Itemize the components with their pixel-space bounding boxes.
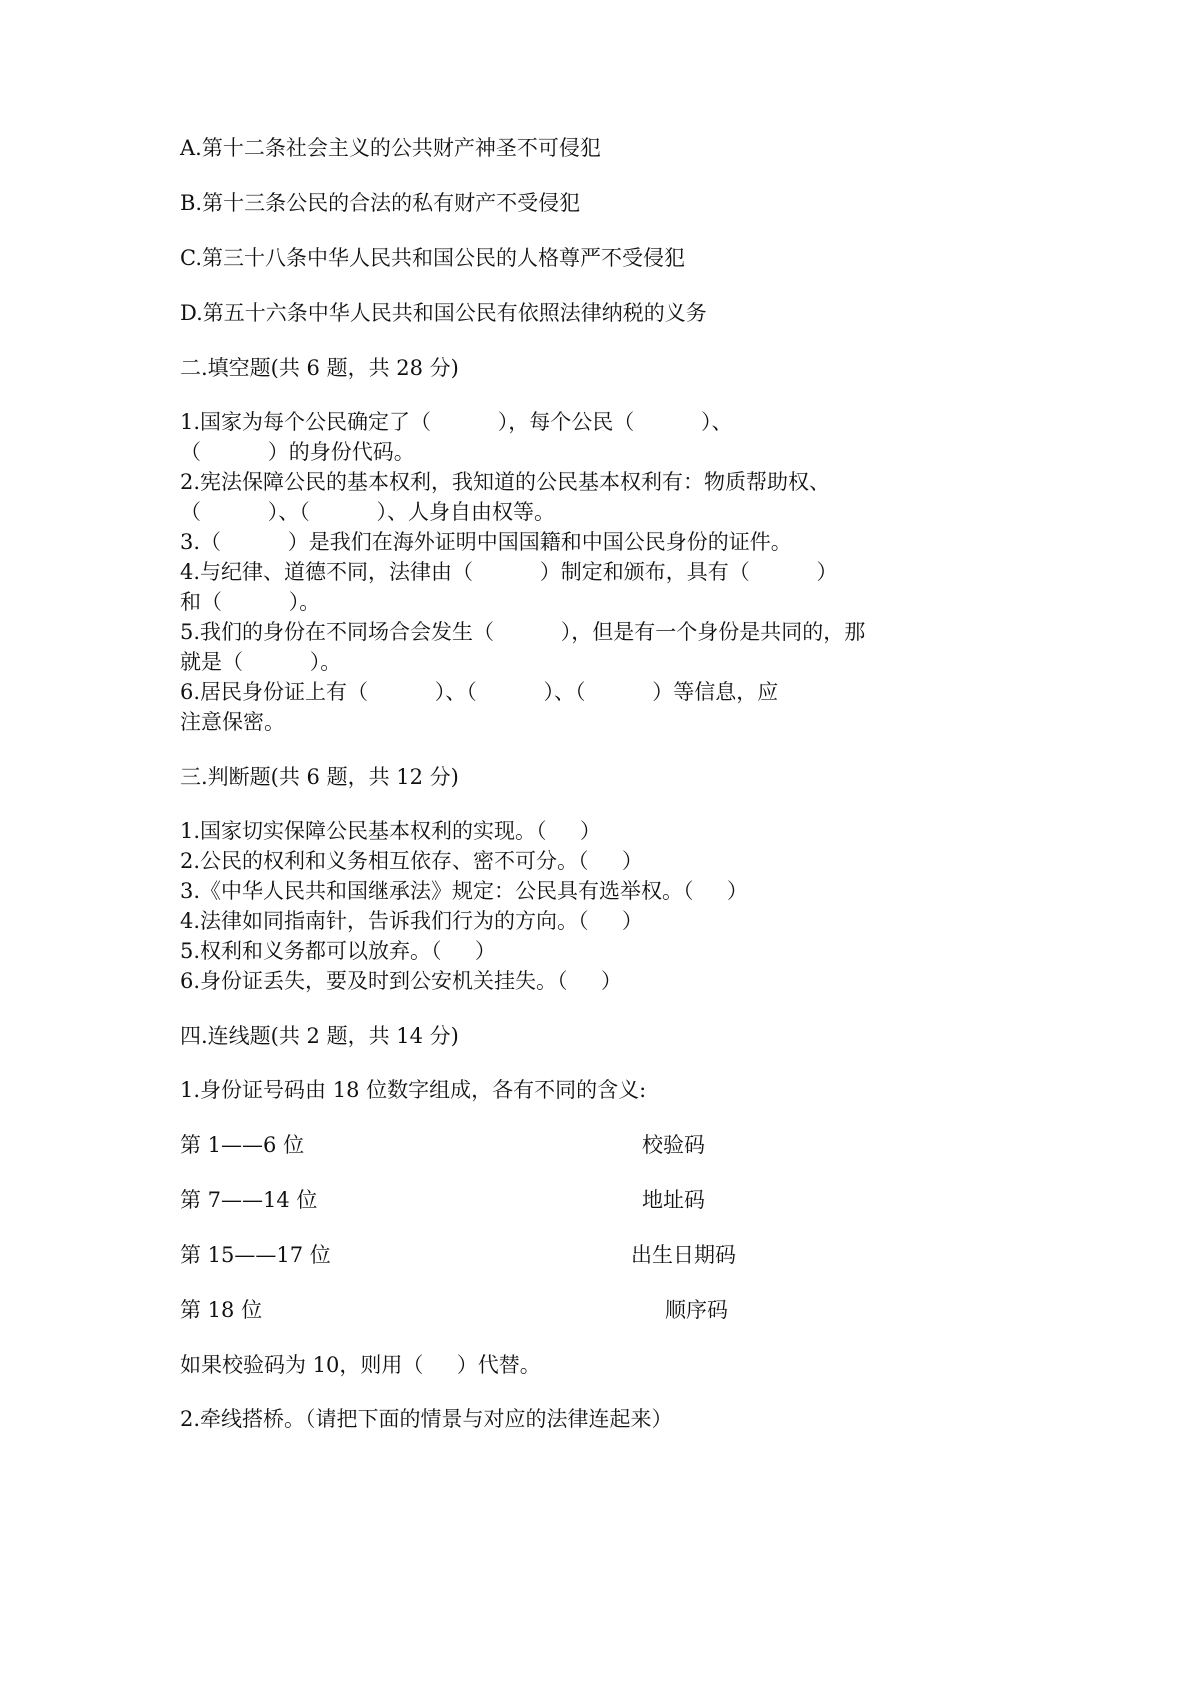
matching-left-item: 第 15——17 位 [180,1243,331,1267]
matching-right-item: 出生日期码 [631,1243,736,1267]
fill-blank-line: （ ）、（ ）、人身自由权等。 [180,500,556,524]
choice-option-b: B.第十三条公民的合法的私有财产不受侵犯 [180,191,581,215]
matching-right-item: 顺序码 [665,1298,728,1322]
matching-right-item: 地址码 [642,1188,705,1212]
choice-option-a: A.第十二条社会主义的公共财产神圣不可侵犯 [180,136,601,160]
fill-blank-line: （ ）的身份代码。 [180,440,415,464]
fill-blank-line: 3.（ ）是我们在海外证明中国国籍和中国公民身份的证件。 [180,530,792,554]
matching-left-item: 第 1——6 位 [180,1133,305,1157]
fill-blank-line: 1.国家为每个公民确定了（ ），每个公民（ ）、 [180,410,733,434]
choice-option-c: C.第三十八条中华人民共和国公民的人格尊严不受侵犯 [180,246,685,270]
matching-q2-intro: 2.牵线搭桥。（请把下面的情景与对应的法律连起来） [180,1407,673,1431]
judgment-item: 5.权利和义务都可以放弃。（ ） [180,939,496,963]
fill-blank-line: 2.宪法保障公民的基本权利，我知道的公民基本权利有：物质帮助权、 [180,470,831,494]
fill-blank-line: 5.我们的身份在不同场合会发生（ ），但是有一个身份是共同的，那 [180,620,866,644]
judgment-item: 1.国家切实保障公民基本权利的实现。（ ） [180,819,601,843]
fill-blank-line: 4.与纪律、道德不同，法律由（ ）制定和颁布，具有（ ） [180,560,838,584]
matching-q1-footer: 如果校验码为 10，则用（ ）代替。 [180,1353,541,1377]
judgment-item: 4.法律如同指南针，告诉我们行为的方向。（ ） [180,909,643,933]
judgment-item: 2.公民的权利和义务相互依存、密不可分。（ ） [180,849,643,873]
matching-left-item: 第 18 位 [180,1298,263,1322]
fill-blank-line: 注意保密。 [180,710,285,734]
section-heading-matching: 四.连线题(共 2 题，共 14 分) [180,1024,459,1048]
fill-blank-line: 就是（ ）。 [180,650,342,674]
fill-blank-line: 和（ ）。 [180,590,321,614]
section-heading-judgment: 三.判断题(共 6 题，共 12 分) [180,765,459,789]
judgment-item: 6.身份证丢失，要及时到公安机关挂失。（ ） [180,969,622,993]
fill-blank-line: 6.居民身份证上有（ ）、（ ）、（ ）等信息，应 [180,680,779,704]
matching-right-item: 校验码 [642,1133,705,1157]
choice-option-d: D.第五十六条中华人民共和国公民有依照法律纳税的义务 [180,301,707,325]
judgment-item: 3.《中华人民共和国继承法》规定：公民具有选举权。（ ） [180,879,748,903]
matching-q1-intro: 1.身份证号码由 18 位数字组成，各有不同的含义: [180,1078,647,1102]
section-heading-fill-blank: 二.填空题(共 6 题，共 28 分) [180,356,459,380]
matching-left-item: 第 7——14 位 [180,1188,318,1212]
